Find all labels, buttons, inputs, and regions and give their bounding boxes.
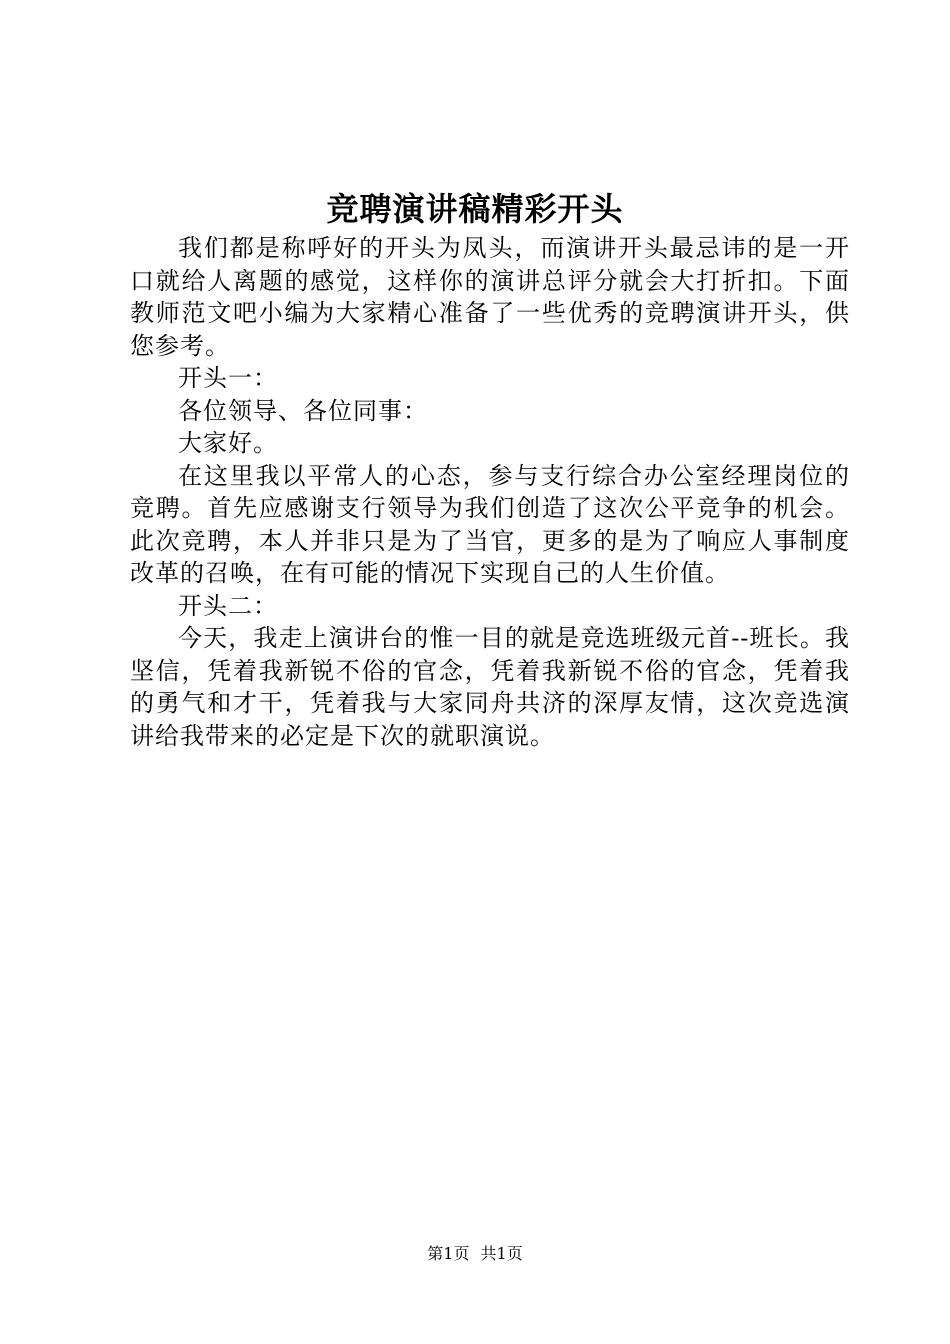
page-title: 竞聘演讲稿精彩开头 xyxy=(326,190,624,228)
opening-one-body: 在这里我以平常人的心态，参与支行综合办公室经理岗位的竞聘。首先应感谢支行领导为我们创造了这次公平竞争的机会。此次竞聘，本人并非只是为了当官，更多的是为了响应人事制度改革的召唤，在有可能的情况下实现自己的人生价值。 xyxy=(130,461,850,587)
salutation: 各位领导、各位同事： xyxy=(178,396,428,425)
page-total: 共1页 xyxy=(480,1244,523,1263)
document-body xyxy=(130,232,850,752)
intro-paragraph: 我们都是称呼好的开头为凤头，而演讲开头最忌讳的是一开口就给人离题的感觉，这样你的演讲总评分就会大打折扣。下面教师范文吧小编为大家精心准备了一些优秀的竞聘演讲开头，供您参考。 xyxy=(130,234,850,360)
opening-two-body: 今天，我走上演讲台的惟一目的就是竞选班级元首--班长。我坚信，凭着我新锐不俗的官念，凭着我新锐不俗的官念，凭着我的勇气和才干，凭着我与大家同舟共济的深厚友情，这次竞选演讲给我带来的必定是下次的就职演说。 xyxy=(130,624,850,750)
greeting: 大家好。 xyxy=(178,429,278,457)
opening-two-heading: 开头二： xyxy=(178,591,278,620)
page-number: 第1页 xyxy=(427,1244,470,1263)
page-footer xyxy=(0,1243,950,1265)
opening-one-heading: 开头一： xyxy=(178,364,278,392)
